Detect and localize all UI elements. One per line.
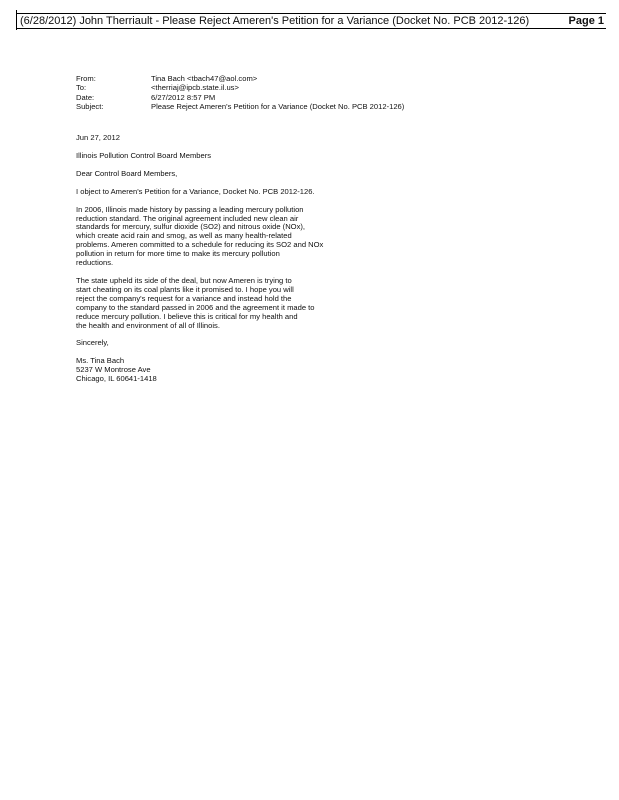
date-row <box>76 93 404 102</box>
from-label: From: <box>76 74 96 83</box>
paragraph-history <box>76 206 366 268</box>
header-tick-mark <box>16 10 17 30</box>
signature-name: Ms. Tina Bach <box>76 356 125 366</box>
to-value: <therriaj@ipcb.state.il.us> <box>151 83 239 93</box>
paragraph-line: The state upheld its side of the deal, but now Ameren is trying to <box>76 275 292 285</box>
from-value: Tina Bach <tbach47@aol.com> <box>151 74 258 83</box>
letter-body <box>76 134 366 393</box>
date-value: 6/27/2012 8:57 PM <box>151 92 216 102</box>
paragraph-line: reject the company's request for a variance and instead hold the <box>76 293 292 303</box>
to-label: To: <box>76 83 87 93</box>
letter-recipient: Illinois Pollution Control Board Members <box>76 150 212 160</box>
signature-street: 5237 W Montrose Ave <box>76 365 151 375</box>
letter-salutation: Dear Control Board Members, <box>76 168 178 178</box>
paragraph-line: In 2006, Illinois made history by passing a leading mercury pollution <box>76 204 304 214</box>
page-number: Page 1 <box>568 15 604 27</box>
paragraph-line: reduction standard. The original agreement included new clean air <box>76 213 299 223</box>
date-label: Date: <box>76 92 95 102</box>
paragraph-line: start cheating on its coal plants like it promised to. I hope you will <box>76 284 294 294</box>
paragraph-line: the health and environment of all of Illinois. <box>76 320 220 330</box>
paragraph-line: company to the standard passed in 2006 and the agreement it made to <box>76 302 315 312</box>
letter-date: Jun 27, 2012 <box>76 133 120 142</box>
paragraph-objection: I object to Ameren's Petition for a Variance, Docket No. PCB 2012-126. <box>76 186 315 196</box>
paragraph-line: standards for mercury, sulfur dioxide (SO2) and nitrous oxide (NOx), <box>76 222 306 232</box>
paragraph-line: which create acid rain and smog, as well as many health-related <box>76 231 292 241</box>
signature-block <box>76 357 366 384</box>
page-header <box>16 13 606 29</box>
from-row <box>76 74 404 83</box>
paragraph-line: reductions. <box>76 258 114 268</box>
subject-value: Please Reject Ameren's Petition for a Variance (Docket No. PCB 2012-126) <box>151 101 405 111</box>
to-row <box>76 83 404 92</box>
email-headers <box>76 74 404 111</box>
subject-row <box>76 102 404 111</box>
paragraph-line: pollution in return for more time to make its mercury pollution <box>76 249 280 259</box>
paragraph-line: problems. Ameren committed to a schedule for reducing its SO2 and NOx <box>76 240 324 250</box>
letter-closing: Sincerely, <box>76 338 109 348</box>
paragraph-request <box>76 277 366 330</box>
signature-city: Chicago, IL 60641-1418 <box>76 374 157 384</box>
document-title: (6/28/2012) John Therriault - Please Reject Ameren's Petition for a Variance (Docket No. PCB 2012-126) <box>20 15 530 27</box>
subject-label: Subject: <box>76 101 104 111</box>
paragraph-line: reduce mercury pollution. I believe this is critical for my health and <box>76 311 298 321</box>
